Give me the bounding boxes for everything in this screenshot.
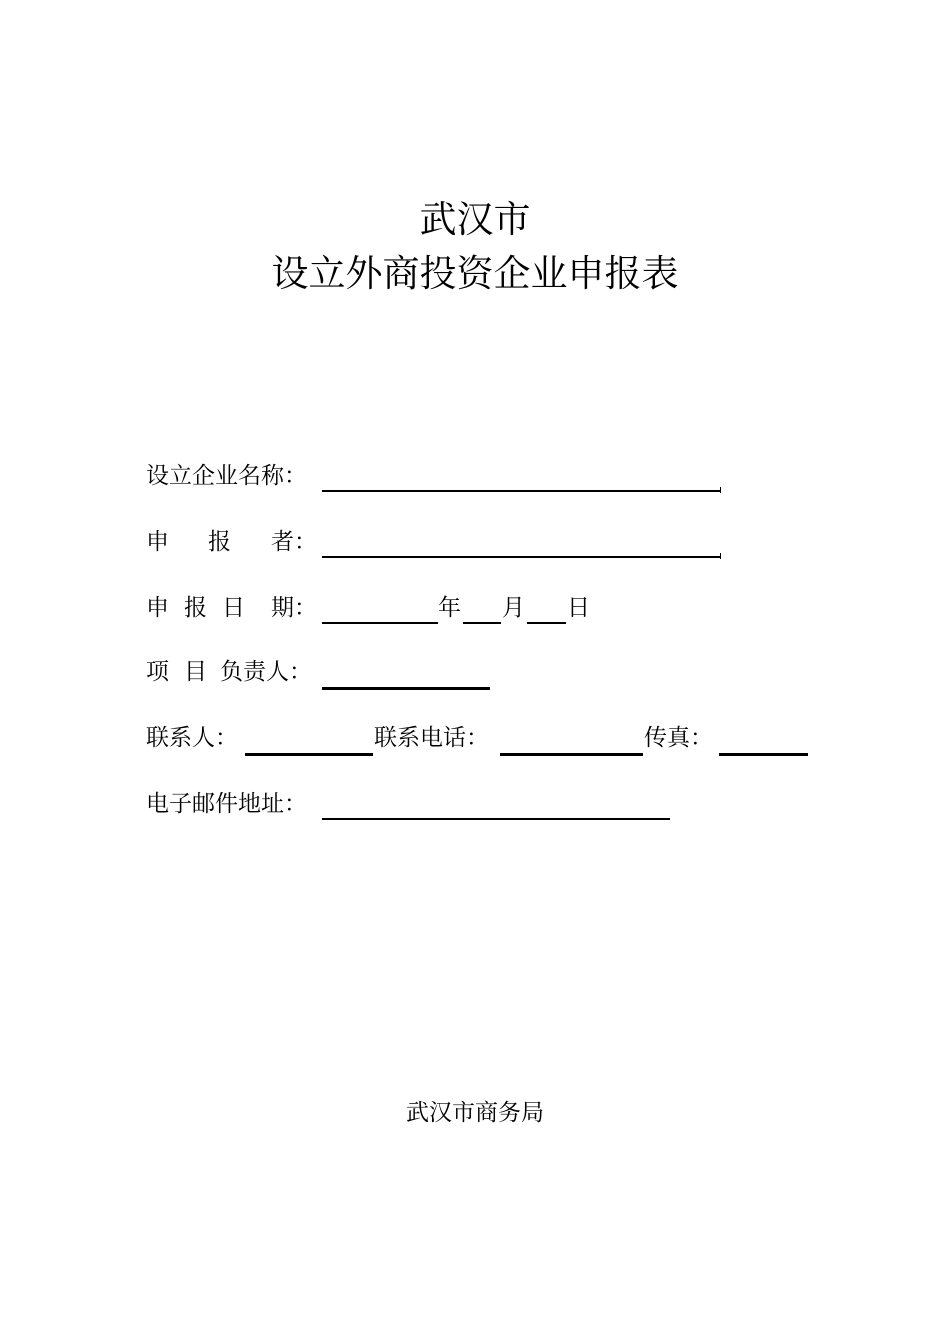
date-label-char-2: 报: [184, 595, 207, 621]
date-label-char-4: 期：: [271, 595, 317, 621]
issuing-authority: 武汉市商务局: [406, 1100, 544, 1126]
phone-field[interactable]: [500, 753, 643, 756]
date-label-char-3: 日: [222, 595, 245, 621]
date-label-char-1: 申: [146, 595, 169, 621]
applicant-field[interactable]: [322, 556, 720, 558]
day-field[interactable]: [527, 622, 566, 624]
month-field[interactable]: [463, 622, 501, 624]
contact-row: [0, 724, 950, 764]
year-unit: 年: [438, 595, 461, 621]
phone-label: 联系电话：: [374, 725, 489, 751]
date-row: [0, 592, 950, 632]
applicant-field-end: [720, 553, 721, 559]
company-name-field[interactable]: [322, 490, 720, 492]
company-name-row: [0, 460, 950, 500]
project-lead-label-char-1: 项: [146, 659, 169, 685]
month-unit: 月: [502, 595, 525, 621]
company-name-field-end: [720, 487, 721, 493]
document-city-title: 武汉市: [419, 198, 531, 241]
project-lead-row: [0, 658, 950, 698]
applicant-label-char-3: 者：: [271, 529, 317, 555]
email-label: 电子邮件地址：: [146, 791, 307, 817]
document-title: 设立外商投资企业申报表: [271, 252, 679, 295]
email-field[interactable]: [322, 818, 670, 820]
contact-field[interactable]: [245, 753, 373, 756]
applicant-label-char-1: 申: [146, 529, 169, 555]
project-lead-label-char-2: 目: [184, 659, 207, 685]
contact-label: 联系人：: [146, 725, 238, 751]
project-lead-field[interactable]: [322, 687, 490, 690]
applicant-label-char-2: 报: [208, 529, 231, 555]
year-field[interactable]: [322, 622, 438, 624]
day-unit: 日: [567, 595, 590, 621]
fax-label: 传真：: [644, 725, 713, 751]
company-name-label: 设立企业名称：: [146, 463, 307, 489]
applicant-row: [0, 526, 950, 566]
project-lead-label-rest: 负责人：: [220, 659, 312, 685]
fax-field[interactable]: [719, 753, 808, 756]
email-row: [0, 790, 950, 830]
